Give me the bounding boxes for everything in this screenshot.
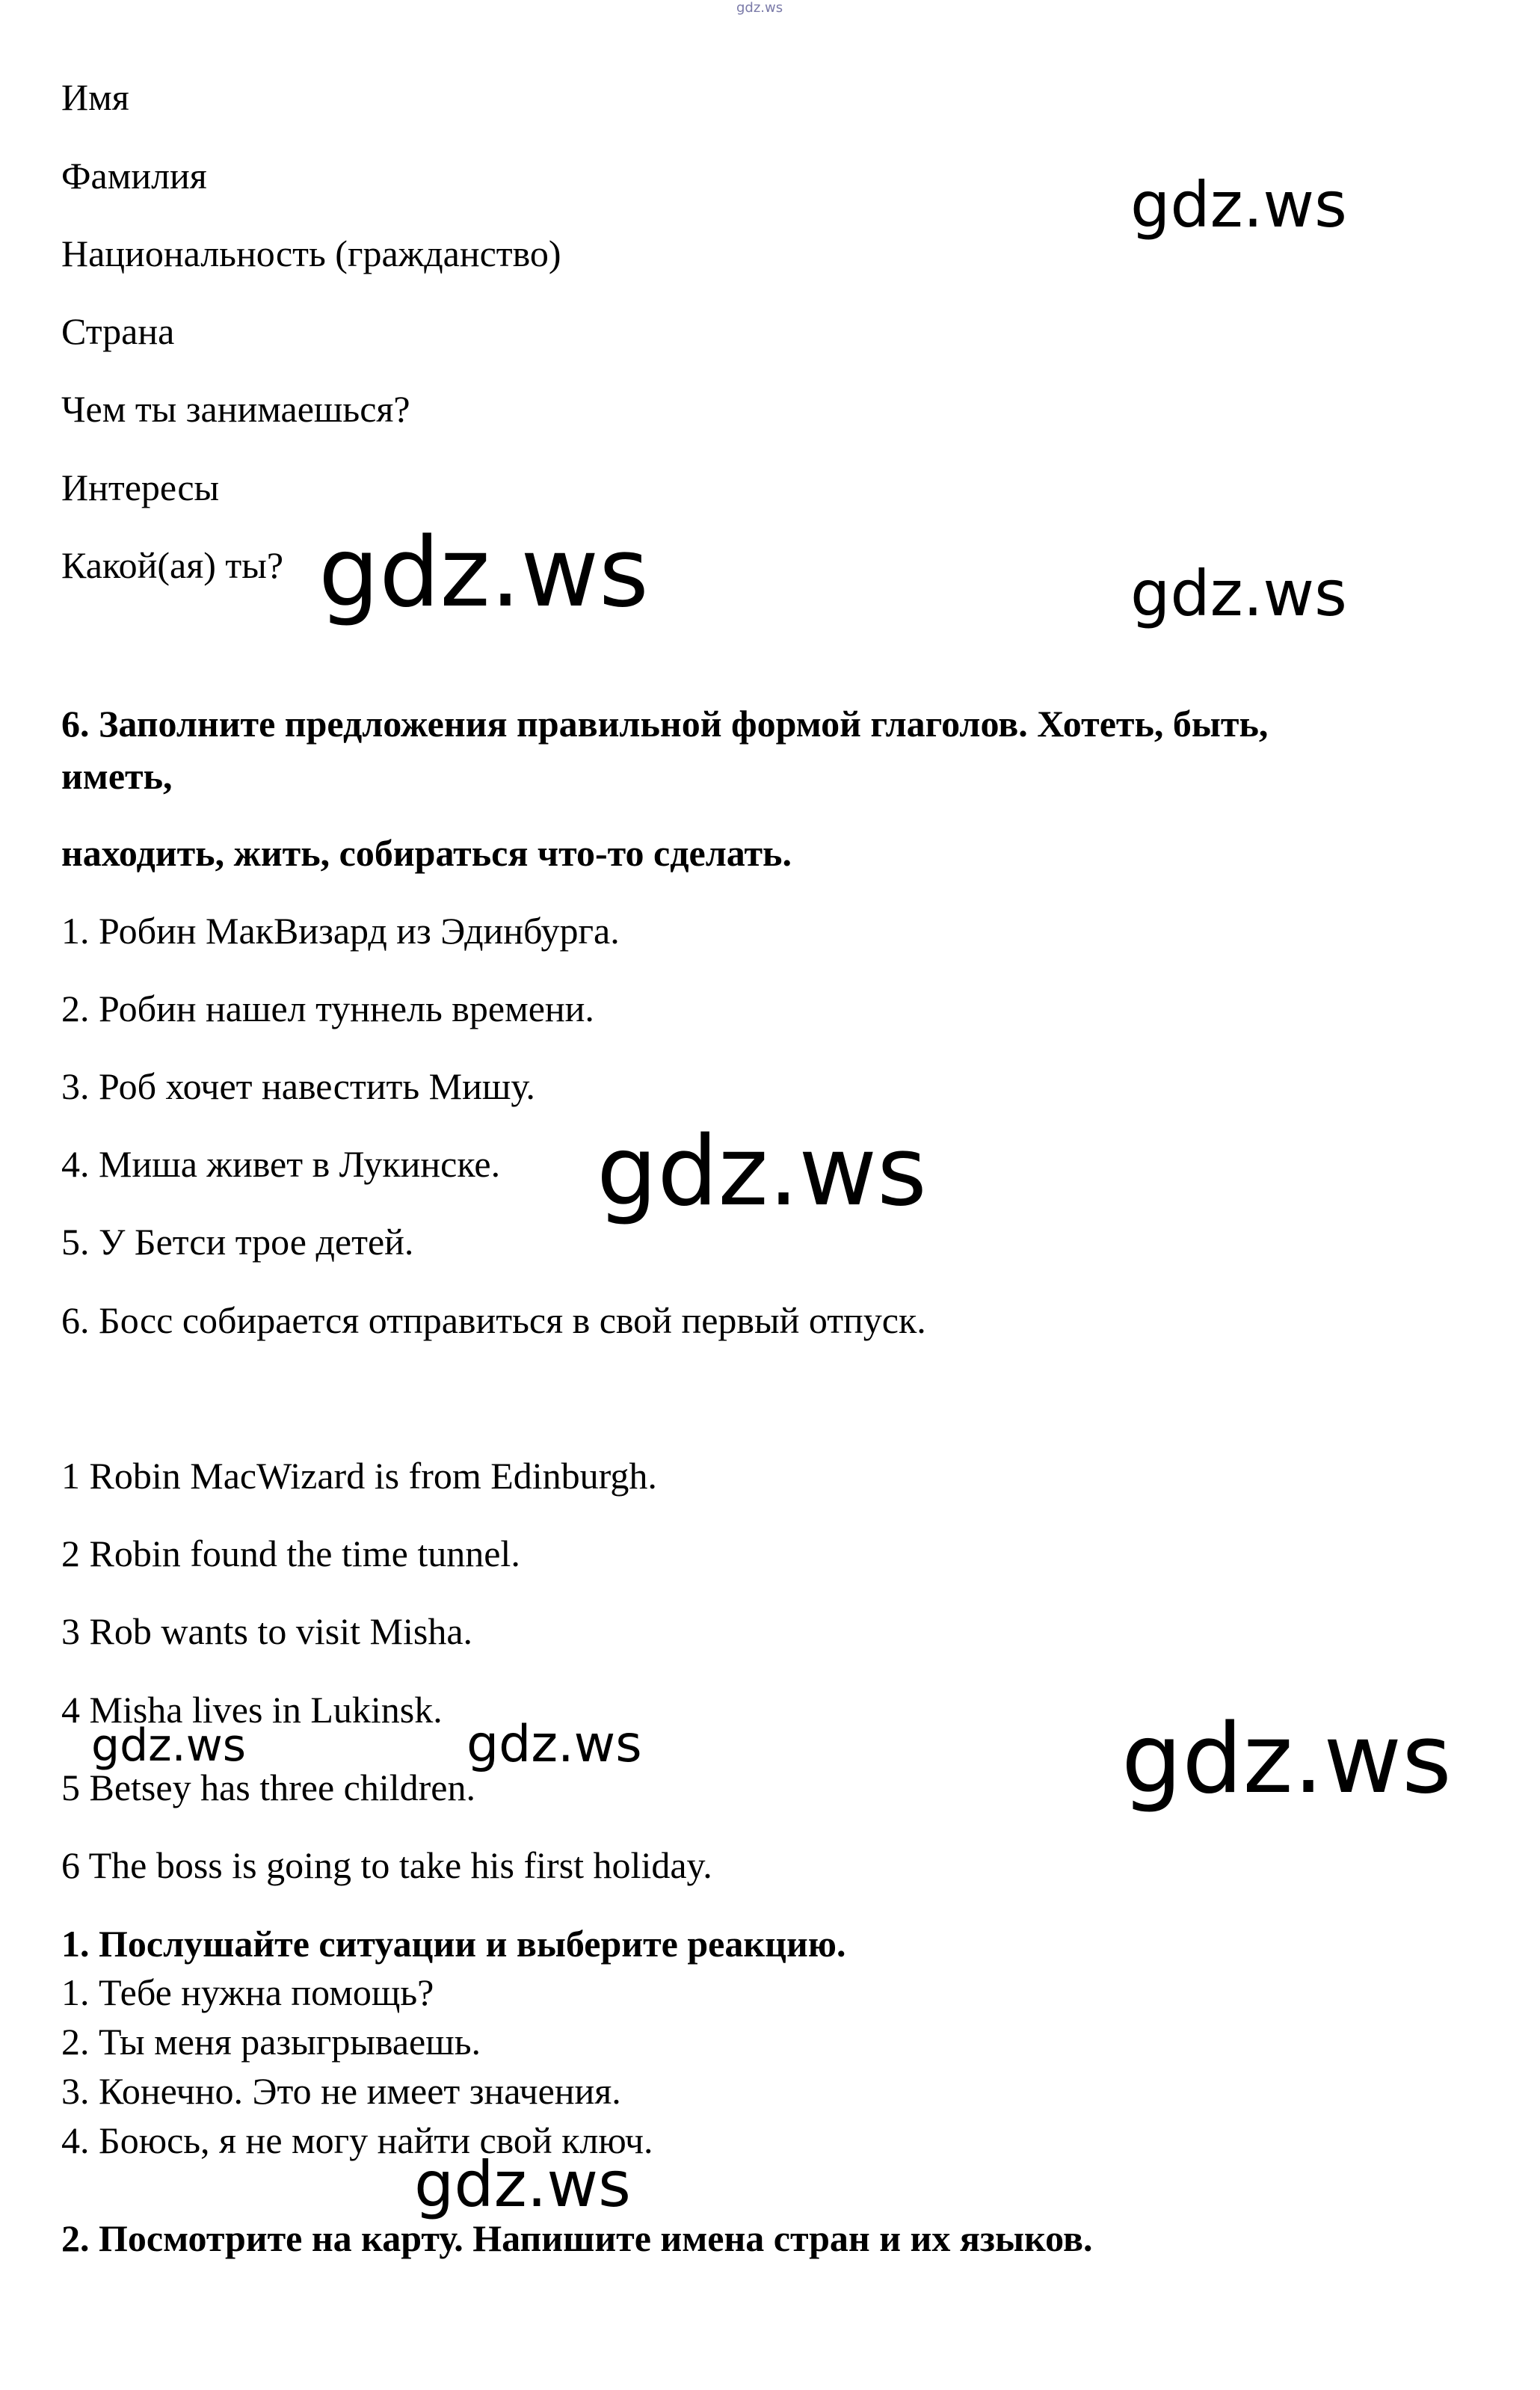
ru-sentence: 1. Робин МакВизард из Эдинбурга.: [61, 910, 620, 952]
en-sentence: 5 Betsey has three children.: [61, 1767, 475, 1808]
watermark: gdz.ws: [466, 1715, 642, 1774]
field-nationality: Национальность (гражданство): [61, 232, 561, 274]
en-sentence: 4 Misha lives in Lukinsk.: [61, 1689, 443, 1731]
field-interests: Интересы: [61, 466, 220, 508]
exercise1-item: 1. Тебе нужна помощь?: [61, 1971, 434, 2013]
watermark: gdz.ws: [91, 1719, 247, 1772]
ru-sentence: 2. Робин нашел туннель времени.: [61, 988, 594, 1029]
ru-sentence: 3. Роб хочет навестить Мишу.: [61, 1065, 535, 1107]
watermark: gdz.ws: [1121, 1704, 1452, 1815]
exercise2-heading: 2. Посмотрите на карту. Напишите имена стран и их языков.: [61, 2217, 1093, 2259]
watermark: gdz.ws: [1130, 168, 1347, 241]
en-sentence: 6 The boss is going to take his first holiday.: [61, 1844, 712, 1886]
field-occupation: Чем ты занимаешься?: [61, 388, 410, 430]
watermark: gdz.ws: [1130, 557, 1347, 630]
top-watermark: gdz.ws: [736, 0, 783, 16]
watermark: gdz.ws: [318, 517, 649, 629]
watermark: gdz.ws: [414, 2148, 631, 2221]
en-sentence: 3 Rob wants to visit Misha.: [61, 1610, 473, 1652]
exercise1-heading: 1. Послушайте ситуации и выберите реакцию.: [61, 1923, 846, 1965]
ru-sentence: 4. Миша живет в Лукинске.: [61, 1143, 501, 1185]
ru-sentence: 5. У Бетси трое детей.: [61, 1221, 414, 1263]
field-personality: Какой(ая) ты?: [61, 544, 284, 586]
en-sentence: 1 Robin MacWizard is from Edinburgh.: [61, 1455, 657, 1497]
exercise6-heading-line2: иметь,: [61, 755, 173, 797]
exercise1-item: 2. Ты меня разыгрываешь.: [61, 2021, 481, 2063]
en-sentence: 2 Robin found the time tunnel.: [61, 1533, 520, 1574]
watermark: gdz.ws: [597, 1116, 927, 1228]
ru-sentence: 6. Босс собирается отправиться в свой первый отпуск.: [61, 1299, 926, 1341]
field-country: Страна: [61, 310, 175, 352]
field-first-name: Имя: [61, 76, 129, 118]
exercise1-item: 4. Боюсь, я не могу найти свой ключ.: [61, 2119, 653, 2161]
exercise6-heading-line1: 6. Заполните предложения правильной формой глаголов. Хотеть, быть,: [61, 703, 1269, 745]
exercise1-item: 3. Конечно. Это не имеет значения.: [61, 2070, 621, 2112]
exercise6-heading-line3: находить, жить, собираться что-то сделать.: [61, 832, 792, 874]
field-last-name: Фамилия: [61, 155, 207, 197]
